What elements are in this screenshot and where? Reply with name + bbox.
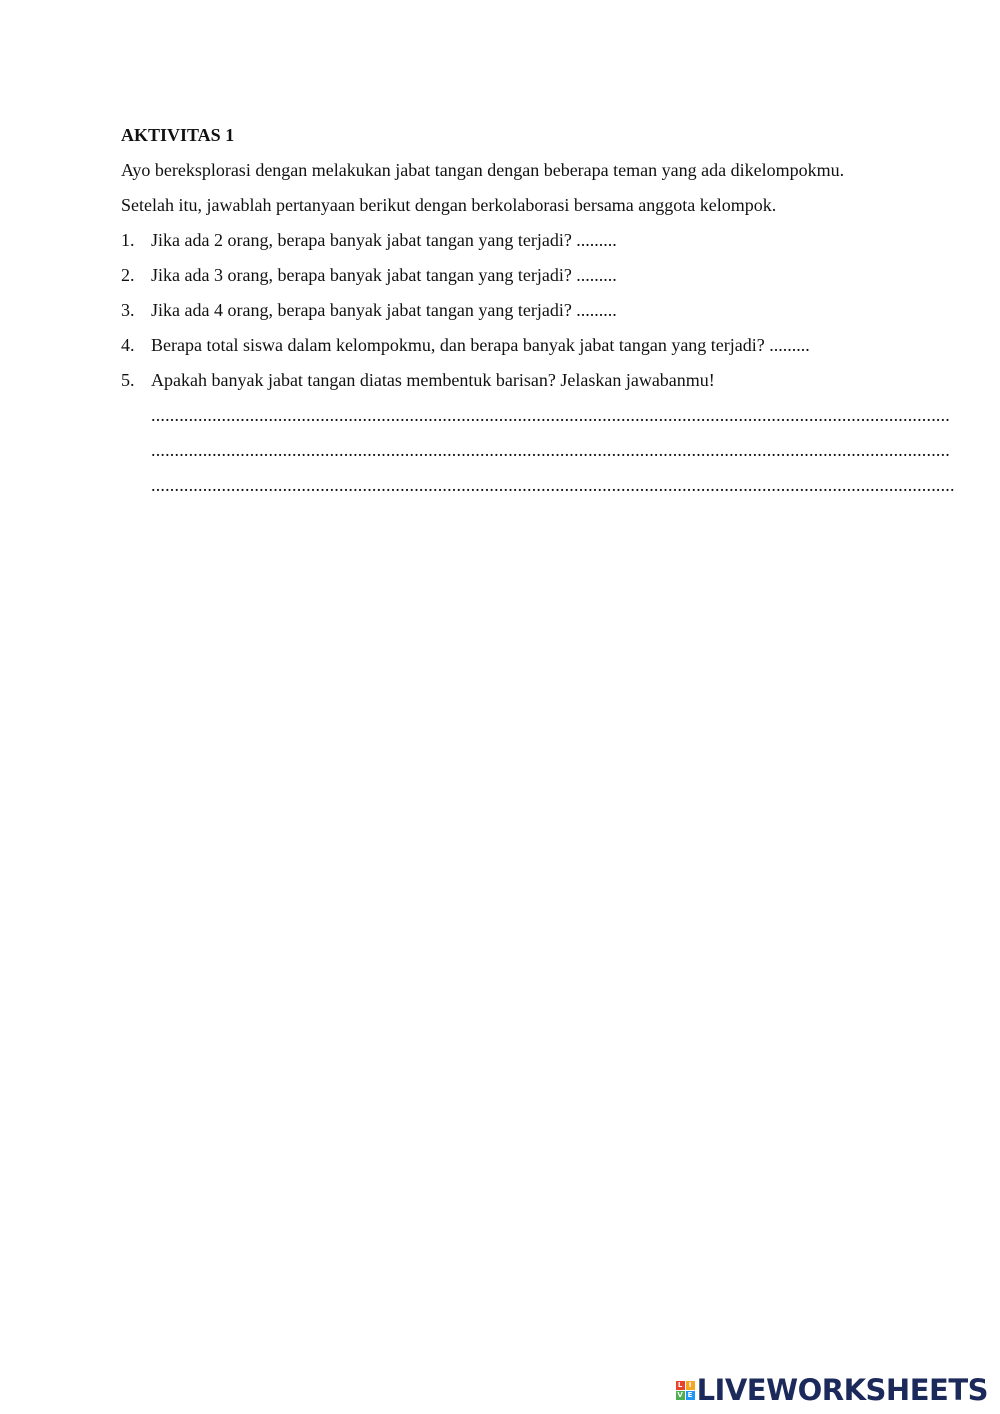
logo-blocks-icon (676, 1381, 695, 1400)
answer-line[interactable]: ........................................................................................................................................................................... (151, 475, 955, 495)
instruction-paragraph: Setelah itu, jawablah pertanyaan berikut dengan berkolaborasi bersama anggota kelompok. (121, 195, 777, 215)
brand-name: LIVEWORKSHEETS (696, 1373, 988, 1407)
question-item (121, 293, 879, 328)
question-text: Apakah banyak jabat tangan diatas membentuk barisan? Jelaskan jawabanmu! (151, 370, 715, 390)
answer-line[interactable]: .......................................................................................................................................................................... (151, 405, 950, 425)
logo-block: L (676, 1381, 685, 1390)
question-number: 4. (121, 335, 135, 355)
question-list (121, 223, 879, 398)
question-number: 1. (121, 230, 135, 250)
logo-block: I (686, 1381, 695, 1390)
answer-area (151, 398, 955, 503)
question-text: Jika ada 4 orang, berapa banyak jabat tangan yang terjadi? ......... (151, 300, 617, 320)
question-text: Berapa total siswa dalam kelompokmu, dan berapa banyak jabat tangan yang terjadi? ......... (151, 335, 810, 355)
question-item (121, 258, 879, 293)
question-item (121, 223, 879, 258)
liveworksheets-logo (676, 1372, 988, 1408)
question-text: Jika ada 2 orang, berapa banyak jabat tangan yang terjadi? ......... (151, 230, 617, 250)
worksheet-page (121, 118, 955, 503)
question-number: 5. (121, 370, 135, 390)
question-item (121, 363, 879, 398)
answer-line[interactable]: .......................................................................................................................................................................... (151, 440, 950, 460)
intro-paragraph: Ayo bereksplorasi dengan melakukan jabat tangan dengan beberapa teman yang ada dikelompokmu. (121, 160, 845, 180)
logo-block: V (677, 1390, 683, 1399)
logo-block: E (686, 1391, 695, 1400)
question-number: 3. (121, 300, 135, 320)
question-item (121, 328, 879, 363)
question-text: Jika ada 3 orang, berapa banyak jabat tangan yang terjadi? ......... (151, 265, 617, 285)
question-number: 2. (121, 265, 135, 285)
activity-title: AKTIVITAS 1 (121, 125, 235, 145)
